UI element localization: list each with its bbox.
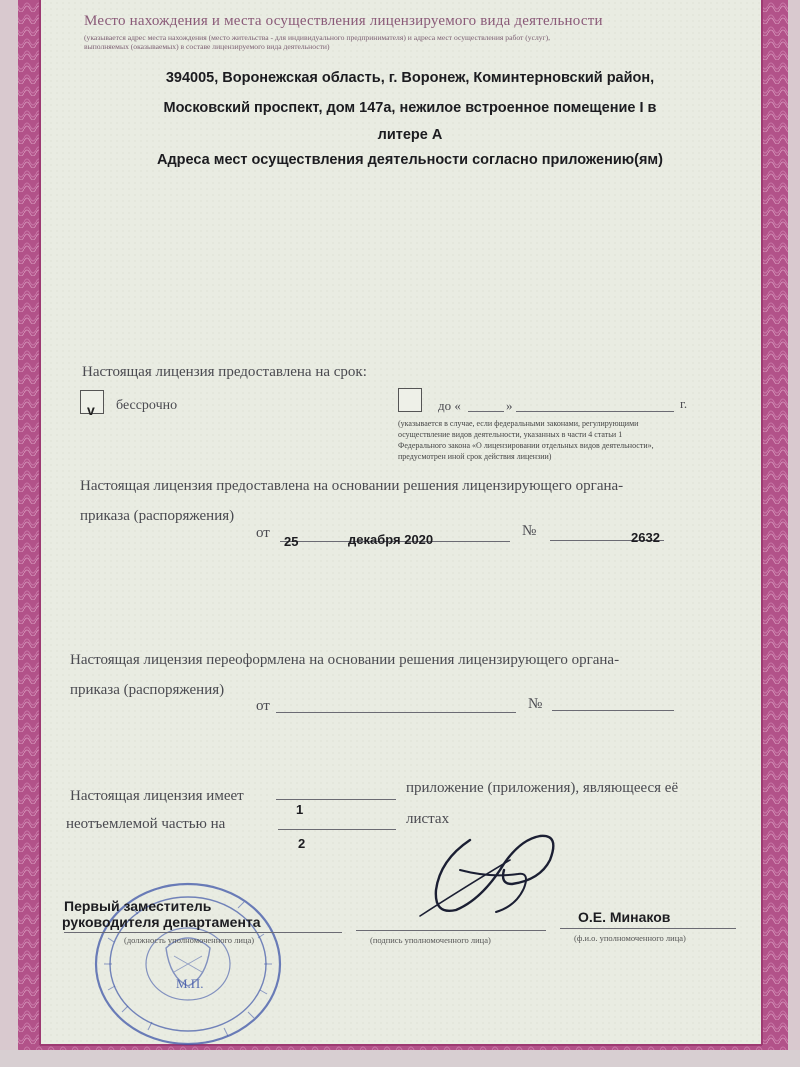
appendix-line1-left: Настоящая лицензия имеет	[70, 788, 244, 804]
grant-from-label: от	[256, 525, 270, 541]
name-caption: (ф.и.о. уполномоченного лица)	[574, 933, 686, 943]
term-note-line3: Федерального закона «О лицензировании отдельных видов деятельности»,	[398, 441, 654, 450]
unlimited-checkmark: v	[87, 402, 95, 418]
grant-line1: Настоящая лицензия предоставлена на основании решения лицензирующего органа-	[80, 478, 624, 494]
signature-caption: (подпись уполномоченного лица)	[370, 935, 491, 945]
until-label: до «	[438, 398, 461, 413]
term-note-line4: предусмотрен иной срок действия лицензии)	[398, 452, 552, 461]
grant-month-year: декабря 2020	[348, 532, 434, 547]
reissue-line1: Настоящая лицензия переоформлена на основании решения лицензирующего органа-	[70, 652, 620, 668]
reissue-number-line	[552, 710, 674, 711]
term-note-line2: осуществление видов деятельности, указанных в части 4 статьи 1	[398, 430, 623, 439]
appendix-sheets-line	[278, 829, 396, 830]
until-month-line	[516, 411, 674, 412]
header-title: Место нахождения и места осуществления лицензируемого вида деятельности	[84, 13, 603, 29]
stamp-label: М.П.	[176, 976, 204, 991]
until-checkbox[interactable]	[398, 388, 422, 412]
reissue-line2: приказа (распоряжения)	[70, 682, 225, 698]
address-line2: Московский проспект, дом 147а, нежилое встроенное помещение I в	[163, 100, 657, 116]
position-line	[64, 932, 342, 933]
appendix-sheets: 2	[298, 836, 306, 851]
until-year-suffix: г.	[680, 396, 688, 411]
grant-day: 25	[284, 534, 299, 549]
reissue-date-line	[276, 712, 516, 713]
appendix-count: 1	[296, 802, 304, 817]
appendix-line2-left: неотъемлемой частью на	[66, 816, 226, 832]
address-line1: 394005, Воронежская область, г. Воронеж, Коминтерновский район,	[165, 70, 655, 86]
position-caption: (должность уполномоченного лица)	[124, 935, 255, 945]
grant-number: 2632	[631, 530, 660, 545]
header-subtitle-line2: выполняемых (оказываемых) в составе лицензируемого вида деятельности)	[84, 42, 330, 51]
appendix-line1-right: приложение (приложения), являющееся её	[406, 780, 679, 796]
reissue-number-label: №	[528, 696, 543, 712]
grant-line2: приказа (распоряжения)	[80, 508, 235, 524]
until-quote-close: »	[506, 398, 513, 413]
appendix-line2-right: листах	[406, 811, 450, 827]
address-line4: Адреса мест осуществления деятельности согласно приложению(ям)	[157, 152, 663, 168]
name-line	[560, 928, 736, 929]
header-subtitle-line1: (указывается адрес места нахождения (место жительства - для индивидуального предпринимателя) и адреса мест осуществления работ (услуг),	[84, 33, 551, 42]
appendix-count-line	[276, 799, 396, 800]
signature-line	[356, 930, 546, 931]
position-line1: Первый заместитель	[64, 898, 212, 914]
address-line3: литере А	[377, 127, 443, 143]
term-heading: Настоящая лицензия предоставлена на срок:	[82, 364, 367, 380]
unlimited-label: бессрочно	[116, 398, 178, 413]
term-note-line1: (указывается в случае, если федеральными законами, регулирующими	[398, 419, 639, 428]
position-line2: руководителя департамента	[62, 914, 261, 930]
until-day-line	[468, 411, 504, 412]
handwritten-signature	[400, 800, 580, 930]
reissue-from-label: от	[256, 698, 270, 714]
official-name: О.Е. Минаков	[578, 909, 671, 925]
grant-number-label: №	[522, 523, 537, 539]
